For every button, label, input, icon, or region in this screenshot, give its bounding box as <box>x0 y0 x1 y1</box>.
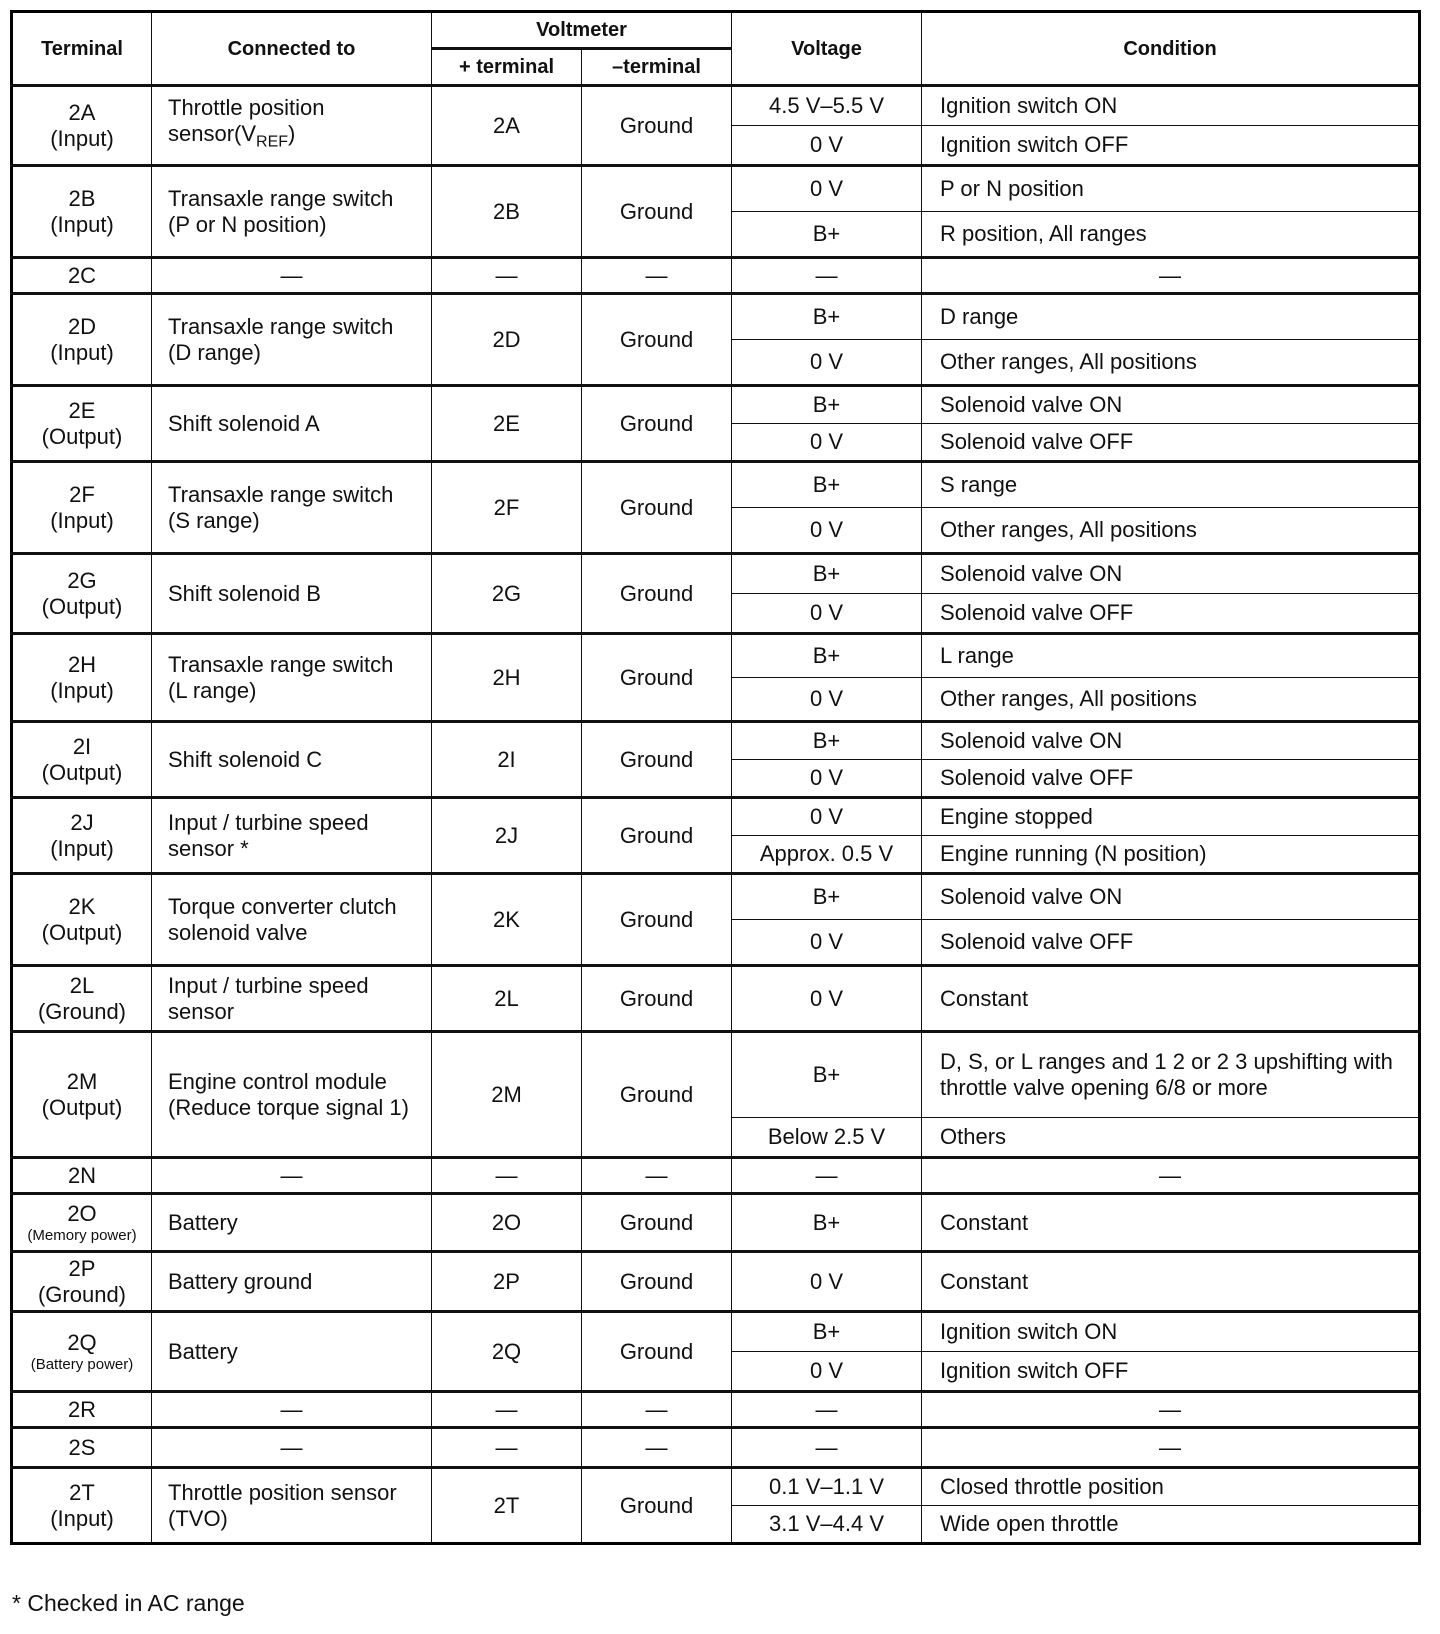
connected-to-text: Throttle position sensor(V <box>168 95 325 147</box>
terminal-id: 2M <box>66 1068 98 1094</box>
condition-cell: Solenoid valve ON <box>922 874 1420 920</box>
voltage-cell: B+ <box>732 1312 922 1352</box>
table-row <box>12 1428 1420 1468</box>
terminal-cell <box>12 1468 152 1544</box>
document-page <box>10 10 1418 1545</box>
terminal-id: 2B <box>68 185 96 211</box>
condition-cell: D range <box>922 294 1420 340</box>
connected-to-cell <box>152 1194 432 1252</box>
minus-terminal-cell: Ground <box>582 1194 732 1252</box>
condition-cell: Engine stopped <box>922 798 1420 836</box>
connected-to-tail: ) <box>288 121 296 147</box>
minus-terminal-cell: — <box>582 1392 732 1428</box>
voltage-cell: — <box>732 1392 922 1428</box>
terminal-id: 2P <box>68 1255 96 1281</box>
terminal-cell <box>12 1252 152 1312</box>
voltage-cell: — <box>732 258 922 294</box>
connected-to-text: — <box>280 1396 303 1422</box>
connected-to-cell <box>152 1032 432 1158</box>
plus-terminal-cell: 2I <box>432 722 582 798</box>
minus-terminal-cell: Ground <box>582 1468 732 1544</box>
plus-terminal-cell: 2J <box>432 798 582 874</box>
condition-cell: S range <box>922 462 1420 508</box>
connected-to-cell <box>152 722 432 798</box>
terminal-id: 2S <box>68 1434 96 1460</box>
connected-to-text: — <box>280 1162 303 1188</box>
connected-to-text: — <box>280 1434 303 1460</box>
header-terminal: Terminal <box>12 12 152 86</box>
table-row <box>12 1032 1420 1118</box>
terminal-cell <box>12 386 152 462</box>
terminal-id: 2N <box>67 1162 97 1188</box>
minus-terminal-cell: Ground <box>582 86 732 166</box>
connected-to-text: Transaxle range switch (P or N position) <box>168 185 394 237</box>
header-voltage: Voltage <box>732 12 922 86</box>
plus-terminal-cell: 2Q <box>432 1312 582 1392</box>
condition-cell: Solenoid valve OFF <box>922 920 1420 966</box>
connected-to-text: Transaxle range switch (L range) <box>168 651 394 703</box>
connected-to-cell <box>152 258 432 294</box>
voltage-cell: 0 V <box>732 508 922 554</box>
condition-cell: Solenoid valve OFF <box>922 760 1420 798</box>
minus-terminal-cell: Ground <box>582 798 732 874</box>
terminal-id: 2E <box>68 397 96 423</box>
plus-terminal-cell: 2T <box>432 1468 582 1544</box>
table-body <box>12 86 1420 1544</box>
voltage-cell: 0 V <box>732 126 922 166</box>
terminal-type: (Input) <box>50 1505 114 1531</box>
terminal-cell <box>12 86 152 166</box>
condition-cell: Engine running (N position) <box>922 836 1420 874</box>
condition-cell: Wide open throttle <box>922 1506 1420 1544</box>
header-voltmeter: Voltmeter <box>432 12 732 49</box>
condition-cell: Ignition switch ON <box>922 86 1420 126</box>
terminal-type: (Input) <box>50 211 114 237</box>
plus-terminal-cell: 2O <box>432 1194 582 1252</box>
minus-terminal-cell: Ground <box>582 294 732 386</box>
terminal-type: (Output) <box>41 593 123 619</box>
table-row <box>12 1158 1420 1194</box>
terminal-id: 2Q <box>67 1329 97 1355</box>
voltage-cell: 0 V <box>732 594 922 634</box>
voltage-cell: 0 V <box>732 424 922 462</box>
connected-to-subscript: REF <box>256 133 289 151</box>
footnote: * Checked in AC range <box>12 1590 245 1616</box>
connected-to-cell <box>152 1312 432 1392</box>
condition-cell: Closed throttle position <box>922 1468 1420 1506</box>
terminal-cell <box>12 1428 152 1468</box>
header-connected-to: Connected to <box>152 12 432 86</box>
connected-to-cell <box>152 294 432 386</box>
connected-to-text: Battery ground <box>168 1268 313 1294</box>
terminal-cell <box>12 1158 152 1194</box>
connected-to-text: — <box>280 262 303 288</box>
condition-cell: P or N position <box>922 166 1420 212</box>
connected-to-cell <box>152 1252 432 1312</box>
terminal-type: (Input) <box>50 677 114 703</box>
minus-terminal-cell: Ground <box>582 462 732 554</box>
terminal-id: 2A <box>68 99 96 125</box>
condition-cell: — <box>922 1158 1420 1194</box>
voltage-cell: B+ <box>732 294 922 340</box>
minus-terminal-cell: Ground <box>582 874 732 966</box>
minus-terminal-cell: Ground <box>582 386 732 462</box>
terminal-id: 2K <box>68 893 96 919</box>
terminal-cell <box>12 722 152 798</box>
minus-terminal-cell: Ground <box>582 966 732 1032</box>
minus-terminal-cell: Ground <box>582 722 732 798</box>
table-row <box>12 1468 1420 1506</box>
terminal-id: 2I <box>72 733 92 759</box>
terminal-type: (Input) <box>50 125 114 151</box>
minus-terminal-cell: Ground <box>582 1312 732 1392</box>
minus-terminal-cell: Ground <box>582 1032 732 1158</box>
minus-terminal-cell: Ground <box>582 634 732 722</box>
table-row <box>12 554 1420 594</box>
plus-terminal-cell: 2E <box>432 386 582 462</box>
header-plus-terminal: + terminal <box>432 49 582 86</box>
condition-cell: R position, All ranges <box>922 212 1420 258</box>
connected-to-cell <box>152 462 432 554</box>
plus-terminal-cell: 2D <box>432 294 582 386</box>
connected-to-text: Transaxle range switch (S range) <box>168 481 394 533</box>
plus-terminal-cell: — <box>432 258 582 294</box>
voltage-cell: 0.1 V–1.1 V <box>732 1468 922 1506</box>
condition-cell: Solenoid valve ON <box>922 386 1420 424</box>
voltage-cell: B+ <box>732 462 922 508</box>
plus-terminal-cell: — <box>432 1392 582 1428</box>
plus-terminal-cell: 2L <box>432 966 582 1032</box>
plus-terminal-cell: 2F <box>432 462 582 554</box>
plus-terminal-cell: — <box>432 1158 582 1194</box>
voltage-cell: Below 2.5 V <box>732 1118 922 1158</box>
connected-to-cell <box>152 554 432 634</box>
terminal-type: (Output) <box>41 423 123 449</box>
connected-to-cell <box>152 1428 432 1468</box>
voltage-cell: 3.1 V–4.4 V <box>732 1506 922 1544</box>
terminal-type: (Input) <box>50 835 114 861</box>
voltage-cell: — <box>732 1428 922 1468</box>
terminal-id: 2H <box>67 651 97 677</box>
terminal-id: 2L <box>69 972 95 998</box>
terminal-id: 2C <box>67 262 97 288</box>
condition-cell: D, S, or L ranges and 1 2 or 2 3 upshifting with throttle valve opening 6/8 or more <box>922 1032 1420 1118</box>
condition-cell: Solenoid valve OFF <box>922 594 1420 634</box>
terminal-type: (Output) <box>41 759 123 785</box>
voltage-cell: 0 V <box>732 678 922 722</box>
terminal-cell <box>12 294 152 386</box>
connected-to-text: Shift solenoid C <box>168 746 323 772</box>
table-row <box>12 1252 1420 1312</box>
table-row <box>12 86 1420 126</box>
minus-terminal-cell: — <box>582 258 732 294</box>
connected-to-cell <box>152 386 432 462</box>
connected-to-cell <box>152 874 432 966</box>
terminal-cell <box>12 634 152 722</box>
terminal-id: 2F <box>69 481 95 507</box>
voltage-cell: B+ <box>732 634 922 678</box>
terminal-id: 2O <box>67 1200 97 1226</box>
table-row <box>12 166 1420 212</box>
plus-terminal-cell: 2G <box>432 554 582 634</box>
connected-to-cell <box>152 86 432 166</box>
terminal-type: (Output) <box>41 1094 123 1120</box>
terminal-cell <box>12 462 152 554</box>
condition-cell: Others <box>922 1118 1420 1158</box>
table-row <box>12 798 1420 836</box>
connected-to-cell <box>152 1468 432 1544</box>
condition-cell: Solenoid valve OFF <box>922 424 1420 462</box>
table-row <box>12 294 1420 340</box>
condition-cell: Other ranges, All positions <box>922 678 1420 722</box>
connected-to-cell <box>152 1158 432 1194</box>
table-row <box>12 722 1420 760</box>
terminal-id: 2J <box>70 809 94 835</box>
plus-terminal-cell: 2B <box>432 166 582 258</box>
condition-cell: L range <box>922 634 1420 678</box>
table-row <box>12 874 1420 920</box>
condition-cell: Solenoid valve ON <box>922 722 1420 760</box>
terminal-id: 2D <box>67 313 97 339</box>
minus-terminal-cell: Ground <box>582 1252 732 1312</box>
header-condition: Condition <box>922 12 1420 86</box>
terminal-id: 2G <box>67 567 97 593</box>
terminal-cell <box>12 1312 152 1392</box>
condition-cell: Solenoid valve ON <box>922 554 1420 594</box>
connected-to-cell <box>152 966 432 1032</box>
voltage-cell: Approx. 0.5 V <box>732 836 922 874</box>
condition-cell: Other ranges, All positions <box>922 340 1420 386</box>
condition-cell: Constant <box>922 1194 1420 1252</box>
voltage-cell: B+ <box>732 874 922 920</box>
minus-terminal-cell: Ground <box>582 554 732 634</box>
table-row <box>12 258 1420 294</box>
minus-terminal-cell: Ground <box>582 166 732 258</box>
voltage-cell: B+ <box>732 554 922 594</box>
voltage-cell: 0 V <box>732 340 922 386</box>
terminal-type: (Ground) <box>37 998 127 1024</box>
terminal-type: (Input) <box>50 507 114 533</box>
plus-terminal-cell: 2M <box>432 1032 582 1158</box>
condition-cell: Constant <box>922 966 1420 1032</box>
connected-to-text: Battery <box>168 1209 238 1235</box>
terminal-type: (Output) <box>41 919 123 945</box>
table-row <box>12 462 1420 508</box>
voltage-cell: 0 V <box>732 798 922 836</box>
terminal-cell <box>12 1194 152 1252</box>
plus-terminal-cell: 2P <box>432 1252 582 1312</box>
terminal-type: (Input) <box>50 339 114 365</box>
condition-cell: — <box>922 1392 1420 1428</box>
terminal-type: (Memory power) <box>27 1226 137 1244</box>
terminal-type: (Ground) <box>37 1281 127 1307</box>
voltage-cell: 4.5 V–5.5 V <box>732 86 922 126</box>
table-row <box>12 1392 1420 1428</box>
terminal-cell <box>12 258 152 294</box>
voltage-cell: B+ <box>732 212 922 258</box>
voltage-cell: 0 V <box>732 920 922 966</box>
connected-to-text: Battery <box>168 1338 238 1364</box>
voltage-cell: — <box>732 1158 922 1194</box>
terminal-id: 2T <box>69 1479 95 1505</box>
table-row <box>12 1194 1420 1252</box>
terminal-id: 2R <box>67 1396 97 1422</box>
plus-terminal-cell: 2K <box>432 874 582 966</box>
terminal-type: (Battery power) <box>30 1355 134 1373</box>
connected-to-text: Engine control module (Reduce torque signal 1) <box>168 1068 409 1120</box>
condition-cell: Ignition switch OFF <box>922 126 1420 166</box>
terminal-cell <box>12 798 152 874</box>
voltage-cell: B+ <box>732 386 922 424</box>
connected-to-text: Input / turbine speed sensor * <box>168 809 369 861</box>
connected-to-text: Throttle position sensor (TVO) <box>168 1479 397 1531</box>
condition-cell: Constant <box>922 1252 1420 1312</box>
minus-terminal-cell: — <box>582 1428 732 1468</box>
terminal-cell <box>12 874 152 966</box>
voltage-cell: 0 V <box>732 166 922 212</box>
terminal-cell <box>12 166 152 258</box>
connected-to-text: Torque converter clutch solenoid valve <box>168 893 397 945</box>
condition-cell: — <box>922 258 1420 294</box>
plus-terminal-cell: 2A <box>432 86 582 166</box>
connected-to-cell <box>152 634 432 722</box>
terminal-cell <box>12 1032 152 1158</box>
header-minus-terminal: –terminal <box>582 49 732 86</box>
connected-to-cell <box>152 1392 432 1428</box>
terminal-cell <box>12 966 152 1032</box>
condition-cell: — <box>922 1428 1420 1468</box>
voltage-cell: 0 V <box>732 1352 922 1392</box>
connected-to-cell <box>152 798 432 874</box>
voltage-cell: 0 V <box>732 966 922 1032</box>
connected-to-text: Input / turbine speed sensor <box>168 972 369 1024</box>
header-row <box>12 12 1420 49</box>
table-row <box>12 1312 1420 1352</box>
plus-terminal-cell: 2H <box>432 634 582 722</box>
table-row <box>12 966 1420 1032</box>
terminal-cell <box>12 554 152 634</box>
table-row <box>12 634 1420 678</box>
voltage-cell: B+ <box>732 722 922 760</box>
condition-cell: Ignition switch OFF <box>922 1352 1420 1392</box>
condition-cell: Other ranges, All positions <box>922 508 1420 554</box>
terminal-voltage-table <box>10 10 1421 1545</box>
terminal-cell <box>12 1392 152 1428</box>
voltage-cell: B+ <box>732 1032 922 1118</box>
table-row <box>12 386 1420 424</box>
connected-to-text: Transaxle range switch (D range) <box>168 313 394 365</box>
condition-cell: Ignition switch ON <box>922 1312 1420 1352</box>
voltage-cell: 0 V <box>732 760 922 798</box>
minus-terminal-cell: — <box>582 1158 732 1194</box>
connected-to-cell <box>152 166 432 258</box>
plus-terminal-cell: — <box>432 1428 582 1468</box>
connected-to-text: Shift solenoid B <box>168 580 321 606</box>
voltage-cell: B+ <box>732 1194 922 1252</box>
connected-to-text: Shift solenoid A <box>168 410 320 436</box>
voltage-cell: 0 V <box>732 1252 922 1312</box>
